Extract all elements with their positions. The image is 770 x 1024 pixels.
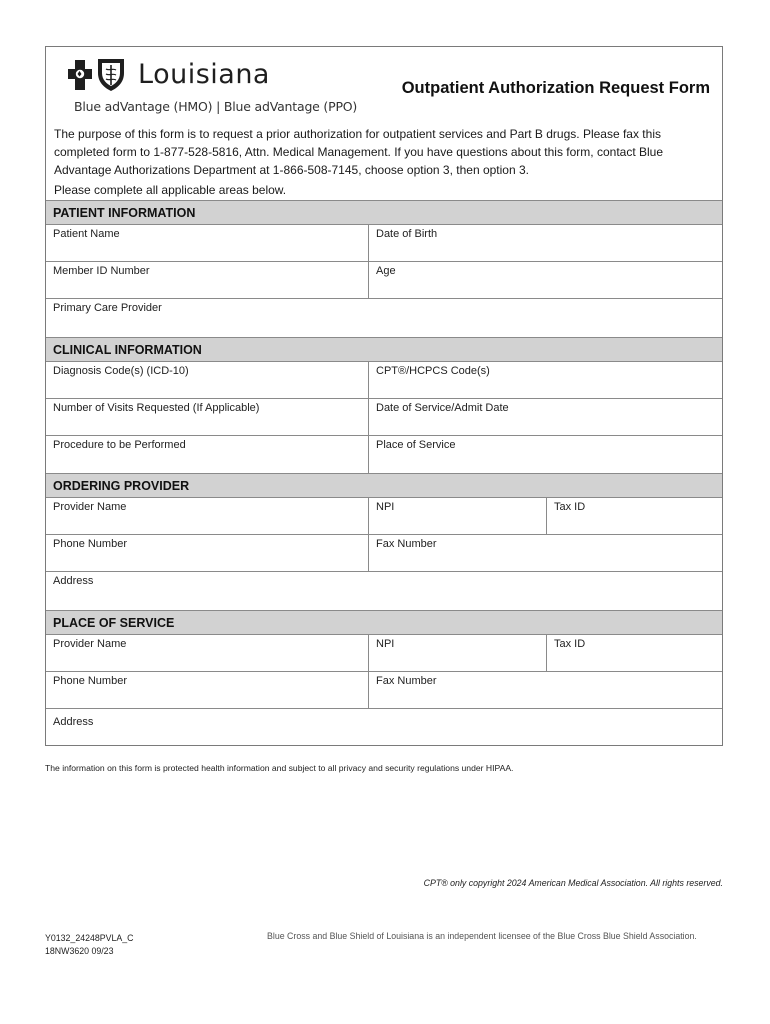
date-of-birth-field[interactable]: Date of Birth [376, 228, 438, 240]
ordering-provider-name-field[interactable]: Provider Name [46, 498, 369, 534]
form-row [46, 535, 722, 572]
service-npi-field[interactable]: NPI [369, 635, 547, 671]
form-row [46, 498, 722, 535]
ordering-npi-field[interactable]: NPI [369, 498, 547, 534]
licensee-statement: Blue Cross and Blue Shield of Louisiana is an independent licensee of the Blue Cross Blue Shield Association. [267, 931, 697, 941]
age-field[interactable]: Age [376, 265, 396, 277]
section-heading: PATIENT INFORMATION [46, 200, 722, 225]
form-row [46, 672, 722, 709]
form-header [46, 47, 722, 121]
clinical-information-section [46, 337, 722, 473]
ordering-provider-section [46, 473, 722, 609]
authorization-form [45, 46, 723, 746]
section-heading: ORDERING PROVIDER [46, 473, 722, 498]
intro-paragraph: The purpose of this form is to request a prior authorization for outpatient services and Part B drugs. Please fax this completed form to 1-877-528-5816, Attn. Medical Management. If you have questions about this form, contact Blue Advantage Authorizations Department at 1-866-508-7145, choose option 3, then option 3. [54, 127, 664, 177]
service-fax-field[interactable]: Fax Number [376, 675, 437, 687]
logo-wordmark: Louisiana [138, 59, 270, 90]
service-address-field[interactable]: Address [53, 716, 94, 728]
section-heading: PLACE OF SERVICE [46, 610, 722, 635]
primary-care-provider-field[interactable]: Primary Care Provider [53, 302, 162, 314]
place-of-service-field[interactable]: Place of Service [376, 439, 456, 451]
intro-text [54, 125, 714, 199]
form-row [46, 635, 722, 672]
member-id-field[interactable]: Member ID Number [46, 262, 369, 298]
ordering-fax-field[interactable]: Fax Number [376, 538, 437, 550]
cpt-copyright: CPT® only copyright 2024 American Medical Association. All rights reserved. [423, 878, 723, 888]
hipaa-notice: The information on this form is protected health information and subject to all privacy and security regulations under HIPAA. [45, 763, 514, 773]
service-tax-id-field[interactable]: Tax ID [554, 638, 586, 650]
place-of-service-section [46, 610, 722, 757]
cpt-hcpcs-code-field[interactable]: CPT®/HCPCS Code(s) [376, 365, 490, 377]
logo-subtitle: Blue adVantage (HMO) | Blue adVantage (PPO) [74, 99, 358, 114]
cross-shield-icon [68, 57, 132, 93]
form-revision: 18NW3620 09/23 [45, 946, 114, 956]
form-row [46, 262, 722, 299]
ordering-tax-id-field[interactable]: Tax ID [554, 501, 586, 513]
bcbs-louisiana-logo [68, 55, 358, 117]
procedure-field[interactable]: Procedure to be Performed [46, 436, 369, 473]
service-provider-name-field[interactable]: Provider Name [46, 635, 369, 671]
form-row [46, 399, 722, 436]
intro-instruction: Please complete all applicable areas below. [54, 183, 287, 197]
date-of-service-field[interactable]: Date of Service/Admit Date [376, 402, 509, 414]
form-row [46, 572, 722, 609]
form-row [46, 709, 722, 757]
form-row [46, 436, 722, 473]
ordering-phone-field[interactable]: Phone Number [46, 535, 369, 571]
service-phone-field[interactable]: Phone Number [46, 672, 369, 708]
patient-name-field[interactable]: Patient Name [46, 225, 369, 261]
form-code: Y0132_24248PVLA_C [45, 933, 134, 943]
ordering-address-field[interactable]: Address [53, 575, 94, 587]
form-row [46, 225, 722, 262]
diagnosis-code-field[interactable]: Diagnosis Code(s) (ICD-10) [46, 362, 369, 398]
form-title: Outpatient Authorization Request Form [401, 79, 710, 97]
patient-information-section [46, 200, 722, 336]
section-heading: CLINICAL INFORMATION [46, 337, 722, 362]
visits-requested-field[interactable]: Number of Visits Requested (If Applicable) [46, 399, 369, 435]
form-row [46, 362, 722, 399]
form-row [46, 299, 722, 336]
